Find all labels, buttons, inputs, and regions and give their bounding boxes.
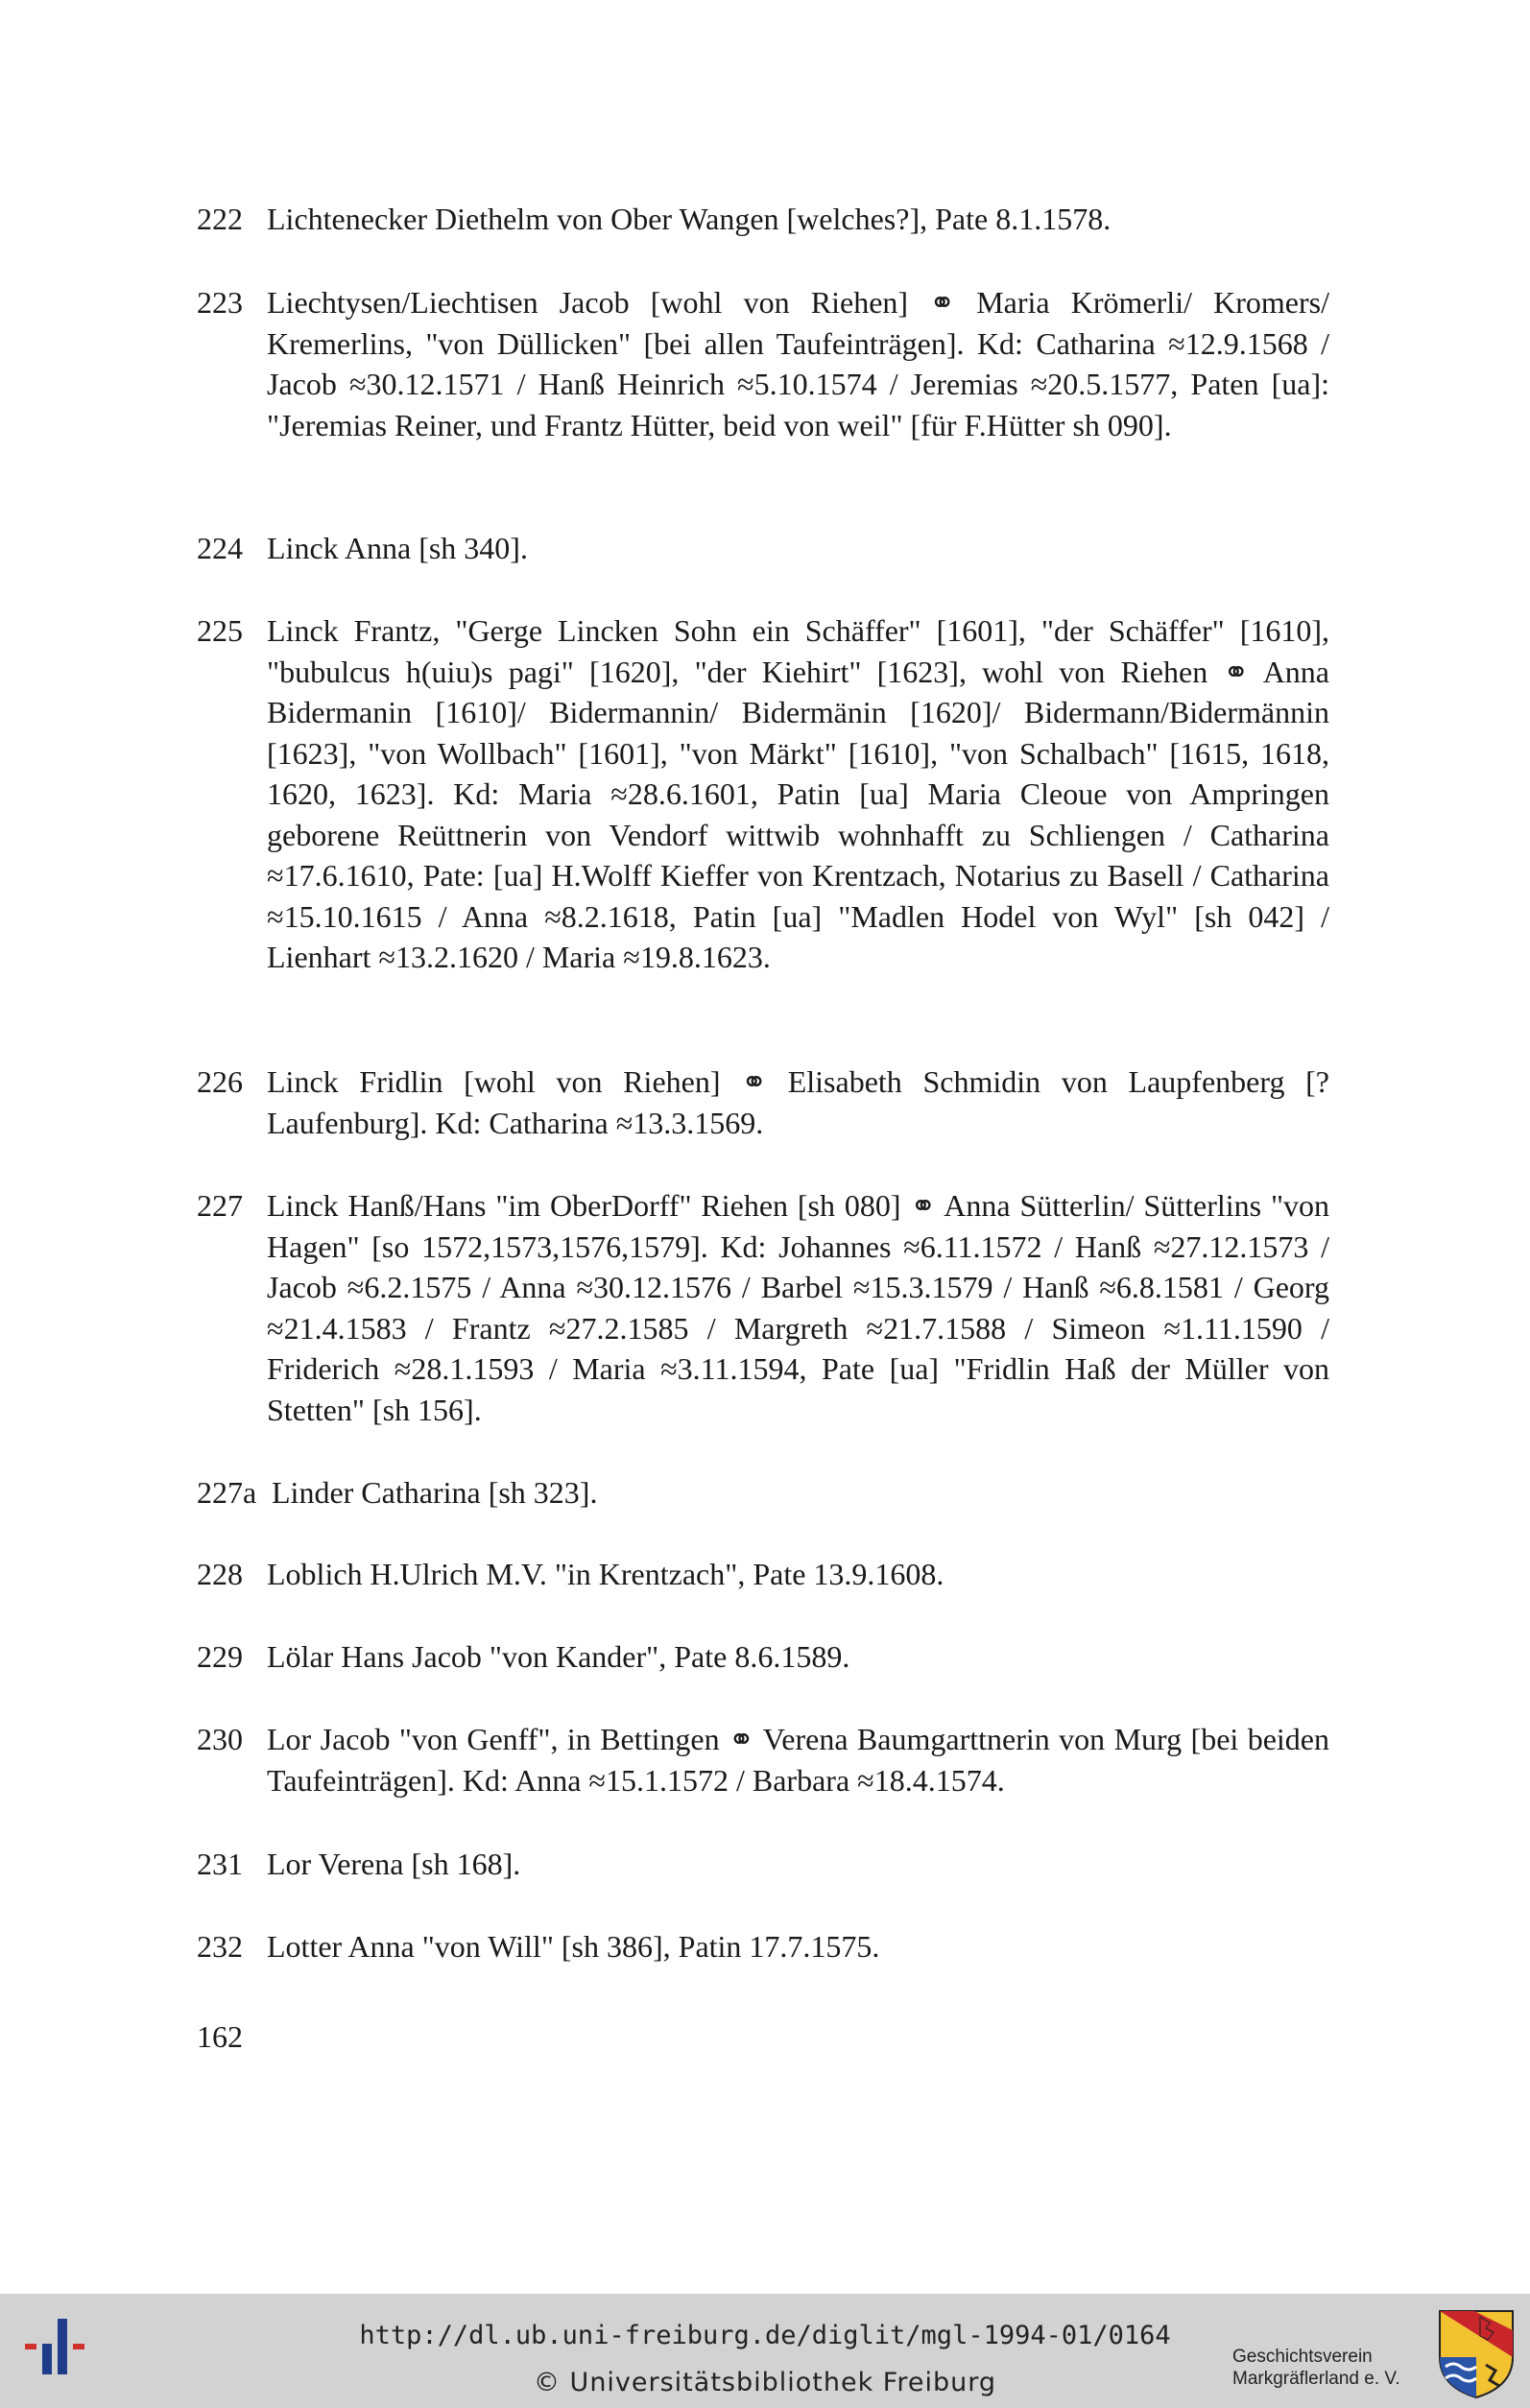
register-entry (197, 1926, 1329, 1967)
register-entry (197, 1636, 1329, 1678)
register-entry (197, 1472, 1329, 1514)
entry-text: Linck Frantz, "Gerge Lincken Sohn ein Schäffer" [1601], "der Schäffer" [1610], "bubulcus h(uiu)s pagi" [1620], "der Kiehirt" [1623], wohl von Riehen ⚭ Anna Bidermanin [1610]/ Bidermannin/ Bidermänin [1620]/ Bidermann/Bidermännin [1623], "von Wollbach" [1601], "von Märkt" [1610], "von Schalbach" [1615, 1618, 1620, 1623]. Kd: Maria ≈28.6.1601, Patin [ua] Maria Cleoue von Ampringen geborene Reüttnerin von Vendorf wittwib wohnhafft zu Schliengen / Catharina ≈17.6.1610, Pate: [ua] H.Wolff Kieffer von Krentzach, Notarius zu Basell / Catharina ≈15.10.1615 / Anna ≈8.2.1618, Patin [ua] "Madlen Hodel von Wyl" [sh 042] / Lienhart ≈13.2.1620 / Maria ≈19.8.1623. (267, 613, 1329, 974)
society-name (1232, 2346, 1400, 2390)
register-entry (197, 1061, 1329, 1143)
entry-text: Lichtenecker Diethelm von Ober Wangen [welches?], Pate 8.1.1578. (267, 202, 1112, 236)
entry-number: 230 (197, 1722, 243, 1756)
entry-text: Linck Hanß/Hans "im OberDorff" Riehen [sh 080] ⚭ Anna Sütterlin/ Sütterlins "von Hagen" [so 1572,1573,1576,1579]. Kd: Johannes ≈6.11.1572 / Hanß ≈27.12.1573 / Jacob ≈6.2.1575 / Anna ≈30.12.1576 / Barbel ≈15.3.1579 / Hanß ≈6.8.1581 / Georg ≈21.4.1583 / Frantz ≈27.2.1585 / Margreth ≈21.7.1588 / Simeon ≈1.11.1590 / Friderich ≈28.1.1593 / Maria ≈3.11.1594, Pate [ua] "Fridlin Haß der Müller von Stetten" [sh 156]. (267, 1188, 1329, 1427)
entry-text: Linck Anna [sh 340]. (267, 531, 528, 565)
entry-number: 227 (197, 1188, 243, 1223)
register-entry (197, 1844, 1329, 1885)
page-number: 162 (197, 2019, 243, 2054)
entry-text: Lor Jacob "von Genff", in Bettingen ⚭ Verena Baumgarttnerin von Murg [bei beiden Taufeinträgen]. Kd: Anna ≈15.1.1572 / Barbara ≈18.4.1574. (267, 1722, 1329, 1798)
entry-number: 228 (197, 1557, 243, 1591)
entry-text: Linder Catharina [sh 323]. (272, 1475, 598, 1510)
society-name-line2: Markgräflerland e. V. (1232, 2369, 1400, 2389)
entry-number: 232 (197, 1929, 243, 1964)
entry-number: 227a (197, 1475, 257, 1510)
source-url-link[interactable]: http://dl.ub.uni-freiburg.de/diglit/mgl-1994-01/0164 (359, 2321, 1171, 2350)
entry-text: Linck Fridlin [wohl von Riehen] ⚭ Elisabeth Schmidin von Laupfenberg [?Laufenburg]. Kd: Catharina ≈13.3.1569. (267, 1064, 1329, 1140)
register-entry (197, 528, 1329, 569)
entry-number: 229 (197, 1639, 243, 1674)
entry-text: Lotter Anna "von Will" [sh 386], Patin 17.7.1575. (267, 1929, 880, 1964)
register-entry (197, 1719, 1329, 1800)
register-entry (197, 199, 1329, 240)
entry-number: 223 (197, 285, 243, 320)
entry-text: Lor Verena [sh 168]. (267, 1847, 521, 1881)
entry-text: Liechtysen/Liechtisen Jacob [wohl von Riehen] ⚭ Maria Krömerli/ Kromers/ Kremerlins, "von Düllicken" [bei allen Taufeinträgen]. Kd: Catharina ≈12.9.1568 / Jacob ≈30.12.1571 / Hanß Heinrich ≈5.10.1574 / Jeremias ≈20.5.1577, Paten [ua]: "Jeremias Reiner, und Frantz Hütter, beid von weil" [für F.Hütter sh 090]. (267, 285, 1329, 442)
entry-text: Lölar Hans Jacob "von Kander", Pate 8.6.1589. (267, 1639, 850, 1674)
society-name-line1: Geschichtsverein (1232, 2347, 1373, 2367)
entry-number: 222 (197, 202, 243, 236)
entry-number: 224 (197, 531, 243, 565)
coat-of-arms-icon (1436, 2307, 1517, 2399)
entry-number: 231 (197, 1847, 243, 1881)
copyright-text: © Universitätsbibliothek Freiburg (533, 2368, 997, 2397)
entry-text: Loblich H.Ulrich M.V. "in Krentzach", Pate 13.9.1608. (267, 1557, 944, 1591)
entry-number: 225 (197, 613, 243, 648)
register-entry (197, 1185, 1329, 1430)
register-entry (197, 282, 1329, 445)
register-entry (197, 610, 1329, 978)
entry-number: 226 (197, 1064, 243, 1099)
register-entry (197, 1554, 1329, 1595)
